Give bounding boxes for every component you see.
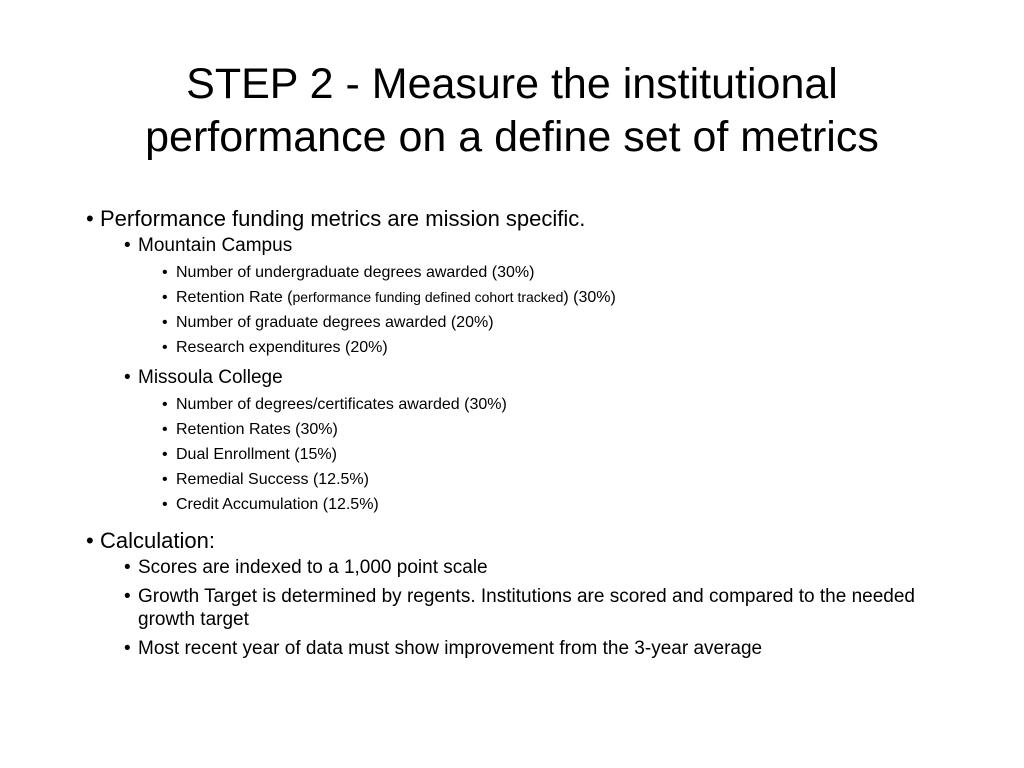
metric-item bbox=[162, 467, 966, 492]
metric-item bbox=[162, 492, 966, 517]
metric-text: Dual Enrollment (15%) bbox=[176, 446, 337, 463]
bullet-calculation bbox=[86, 527, 966, 660]
sub-bullet-list bbox=[124, 234, 966, 517]
metric-text: Remedial Success (12.5%) bbox=[176, 471, 369, 488]
sub-bullet-text: Mountain Campus bbox=[138, 235, 293, 256]
metric-item bbox=[162, 260, 966, 285]
metric-item bbox=[162, 335, 966, 360]
sub-bullet-text: Missoula College bbox=[138, 367, 283, 388]
metric-item bbox=[162, 392, 966, 417]
metric-item bbox=[162, 310, 966, 335]
metric-item bbox=[162, 417, 966, 442]
bullet-performance-funding bbox=[86, 205, 966, 517]
sub-bullet-item bbox=[124, 556, 966, 579]
sub-bullet-missoula-college bbox=[124, 366, 966, 517]
sub-bullet-text: Most recent year of data must show improvement from the 3-year average bbox=[138, 638, 763, 659]
sub-bullet-text: Growth Target is determined by regents. Institutions are scored and compared to the needed growth target bbox=[138, 586, 915, 630]
metric-text: Credit Accumulation (12.5%) bbox=[176, 496, 379, 513]
metric-text: ) (30%) bbox=[563, 289, 616, 306]
metric-text: Number of degrees/certificates awarded (30%) bbox=[176, 396, 507, 413]
metric-text: Number of undergraduate degrees awarded (30%) bbox=[176, 264, 535, 281]
metric-list bbox=[162, 260, 966, 360]
slide-title: STEP 2 - Measure the institutional performance on a define set of metrics bbox=[145, 60, 879, 161]
metric-item bbox=[162, 442, 966, 467]
metric-item bbox=[162, 285, 966, 310]
metric-note: performance funding defined cohort tracked bbox=[292, 289, 564, 305]
metric-text: Number of graduate degrees awarded (20%) bbox=[176, 314, 494, 331]
slide-body bbox=[86, 205, 966, 660]
metric-text: Retention Rates (30%) bbox=[176, 421, 338, 438]
bullet-list bbox=[86, 205, 966, 660]
metric-list bbox=[162, 392, 966, 517]
sub-bullet-item bbox=[124, 585, 966, 631]
sub-bullet-text: Scores are indexed to a 1,000 point scale bbox=[138, 557, 488, 578]
metric-text: Research expenditures (20%) bbox=[176, 339, 388, 356]
sub-bullet-item bbox=[124, 637, 966, 660]
sub-bullet-mountain-campus bbox=[124, 234, 966, 360]
bullet-text: Calculation: bbox=[100, 528, 215, 553]
sub-bullet-list bbox=[124, 556, 966, 660]
metric-text: Retention Rate ( bbox=[176, 289, 293, 306]
bullet-text: Performance funding metrics are mission specific. bbox=[100, 206, 586, 231]
